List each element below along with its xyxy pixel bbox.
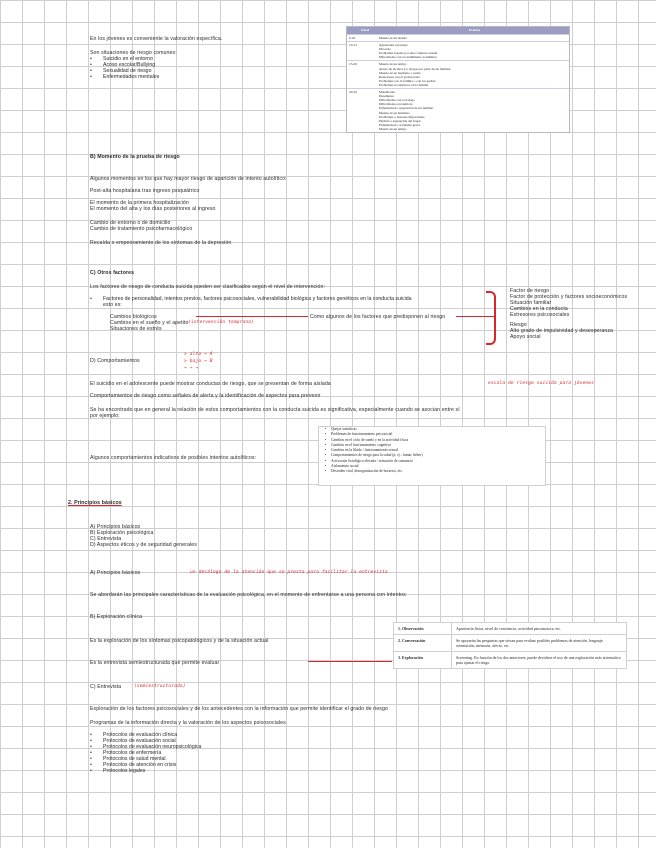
paragraph: Es la exploración de los síntomas psicopatológicos y de la situación actual <box>90 638 269 644</box>
side-note: Factor de riesgo <box>510 288 550 294</box>
paragraph: El suicidio en el adolescente puede mostrar conductas de riesgo, que se presentan de forma aislada <box>90 381 331 387</box>
red-underline <box>196 316 308 317</box>
red-brace <box>486 291 496 345</box>
table-cell: 20-30 <box>349 90 357 95</box>
table-row <box>394 651 626 668</box>
handwritten-note: > bajo → B <box>184 359 213 364</box>
list-item: • Protocolos de enfermería <box>103 750 161 756</box>
list-item: • Cambios en el funcionamiento cognitivo <box>319 443 545 448</box>
side-note: Alto grado de impulsividad y desesperanza <box>510 328 614 334</box>
list-item: • Protocolos de evaluación social <box>103 738 176 744</box>
column-header: Edad <box>361 28 369 33</box>
paragraph: Se ha encontrado que en general la relación de estos comportamientos con la conducta suicida es significativa, especialmente cuando se asocian entre sí <box>90 407 460 413</box>
table-cell: 2. Conversación <box>394 635 452 651</box>
paragraph: Se abordarán las principales características de la evaluación psicológica, en el momento de enfrentarse a una persona con intentos <box>90 592 406 598</box>
table-cell: Se apoyarán las preguntas que sirvan para evaluar posibles problemas de atención, lenguaje, orientación, memoria, afecto, etc. <box>456 638 604 648</box>
index-item: C) Entrevista <box>90 536 122 542</box>
list-item: • Activación fisiológica elevada / sensación de cansancio <box>319 459 545 464</box>
side-note: Cambios en la conducta <box>510 306 568 312</box>
list-item: • Protocolos de atención en crisis <box>103 762 176 768</box>
paragraph: Es la entrevista semiestructurada que permite evaluar <box>90 660 220 666</box>
subsection-label: B) Exploración clínica <box>90 614 143 620</box>
side-note: Factor de protección y factores socioeconómicos <box>510 294 628 300</box>
table-cell: Agresiones escolares Divorcio Problemas legales por una conducta sexual Dificultades con el rendimiento académico <box>379 43 438 60</box>
list-item: • Cambios en la libido / funcionamiento sexual <box>319 448 545 453</box>
list-item: • Protocolos de evaluación neuropsicológica <box>103 744 201 750</box>
section-title: 2. Principios básicos <box>68 500 122 506</box>
mini-item: Cambios en el sueño y el apetito <box>110 320 189 326</box>
table-row <box>347 34 569 41</box>
mini-item: Situaciones de estrés <box>110 326 162 332</box>
table-cell: 3. Exploración <box>394 652 452 668</box>
paragraph: Cambio de entorno o de domicilio <box>90 220 171 226</box>
paragraph: El momento de la primera hospitalización <box>90 200 189 206</box>
table-header <box>347 27 569 34</box>
handwritten-note: (semiestructurada) <box>134 684 186 689</box>
handwritten-note: → → → <box>184 366 199 371</box>
list-item: • Desorden vital, desorganización de horarios, etc. <box>319 469 545 474</box>
table-row <box>394 623 626 634</box>
list-item: • Sexualidad de riesgo <box>103 68 151 74</box>
mid-label: Como algunos de los factores que predisponen al riesgo <box>310 314 446 320</box>
list-item: • Factores de personalidad, intentos previos, factores psicosociales, vulnerabilidad biológica y factores genéticos en la conducta suicida <box>103 296 412 302</box>
list-item: • Cambios en el ciclo de sueño y en la actividad física <box>319 438 545 443</box>
list-item: • Comportamientos de riesgo para la salud (p. ej.: fumar, beber) <box>319 453 545 458</box>
list-item-cont: esto es: <box>103 302 122 308</box>
list-item: • Acoso escolar/Bullying <box>103 62 155 68</box>
table-cell: 0-10 <box>349 36 356 40</box>
list-item: • Suicidio en el entorno <box>103 56 153 62</box>
section-title: B) Momento de la prueba de riesgo <box>90 154 180 160</box>
paragraph: Los factores de riesgo de conducta suicida pueden ser clasificados según el nivel de intervención: <box>90 284 326 290</box>
list-item: • Protocolos de salud mental <box>103 756 166 762</box>
paragraph: Post-alta hospitalaria tras ingreso psiquiátrico <box>90 188 200 194</box>
red-connector <box>308 661 392 662</box>
handwritten-note: escala de riesgo suicida para jóvenes <box>488 381 595 386</box>
intro-line: En los jóvenes es conveniente la valoración específica. <box>90 36 223 42</box>
list-item: • Protocolos legales <box>103 768 145 774</box>
paragraph: Algunos comportamientos indicativos de posibles intentos autolíticos: <box>90 455 257 461</box>
paragraph: Cambio de tratamiento psicofarmacológico <box>90 226 193 232</box>
paragraph: Programas de la información directa y la valoración de los aspectos psicosociales <box>90 720 286 726</box>
paragraph: Exploración de los factores psicosociales y de los antecedentes con la información que permite identificar el grado de riesgo <box>90 706 388 712</box>
paragraph: El momento del alta y los días posteriores al ingreso <box>90 206 216 212</box>
table-cell: 10-15 <box>349 43 357 48</box>
list-item: • Quejas somáticas <box>319 427 545 432</box>
table-cell: Screening. En función de los dos anteriores, puede decidirse el uso de una exploración más sistemática para ajustar el riesgo. <box>456 655 621 665</box>
table-cell: 15-20 <box>349 62 357 67</box>
table-cell: Muerte de un abuelo <box>379 36 407 40</box>
side-note: Apoyo social <box>510 334 541 340</box>
handwritten-note: > alto → A <box>184 352 213 357</box>
column-header: Eventos <box>468 28 481 33</box>
table-cell: Apariencia física, nivel de conciencia, actividad psicomotora, etc. <box>456 626 562 631</box>
index-item: B) Exploración psicológica <box>90 530 154 536</box>
table-cell: Muerte de un amigo Abuso de alcohol y/o drogas por parte de un familiar Muerte de un hermano o padre Relaciones con el profesorado Problemas con la familia o con los padres Problemas económicos en la familia <box>379 62 451 87</box>
list-item: • Protocolos de evaluación clínica <box>103 732 177 738</box>
subsection-label: C) Entrevista <box>90 684 122 690</box>
table-cell: Matrimonio Desempleo Dificultades con el trabajo Dificultades económicas Enfermedad o separación de un familiar Muerte de un hermano Problemas o lesiones importantes Pérdida o separación del hogar Enfermedad o accidente grave Muerte de un amigo <box>379 90 434 131</box>
list-item: • Problemas de funcionamiento psicosocial <box>319 432 545 437</box>
paragraph: Algunos momentos en los que hay mayor riesgo de aparición de intento autolítico: <box>90 176 287 182</box>
subsection-label: A) Principios básicos <box>90 570 141 576</box>
paragraph: Comportamientos de riesgo como señales de alerta y la identificación de aspectos para prevenir <box>90 393 321 399</box>
table-cell: 1. Observación <box>394 623 452 634</box>
life-events-table <box>346 26 570 133</box>
list-item: • Aislamiento social <box>319 464 545 469</box>
table-row <box>347 41 569 60</box>
situaciones-title: Son situaciones de riesgo comunes: <box>90 50 177 56</box>
exploration-table <box>393 622 627 669</box>
paragraph: Recaída o empeoramiento de los síntomas de la depresión <box>90 240 232 246</box>
side-note: Situación familiar <box>510 300 552 306</box>
paragraph: por ejemplo: <box>90 413 120 419</box>
table-row <box>347 60 569 88</box>
table-row <box>347 88 569 132</box>
handwritten-note: un decálogo de la atención que se presta para facilitar la entrevista <box>190 570 388 575</box>
side-note: Riesgo <box>510 322 527 328</box>
table-row <box>394 634 626 651</box>
conductas-label: D) Comportamientos <box>90 358 140 364</box>
side-note: Estresores psicosociales <box>510 312 570 318</box>
handwritten-note: (intervención temprana) <box>188 320 254 325</box>
index-item: A) Principios básicos <box>90 524 141 530</box>
index-item: D) Aspectos éticos y de seguridad generales <box>90 542 197 548</box>
behaviour-list-box <box>318 426 546 486</box>
mini-item: Cambios biológicos <box>110 314 157 320</box>
list-item: • Enfermedades mentales <box>103 74 159 80</box>
section-title: C) Otros factores <box>90 270 135 276</box>
